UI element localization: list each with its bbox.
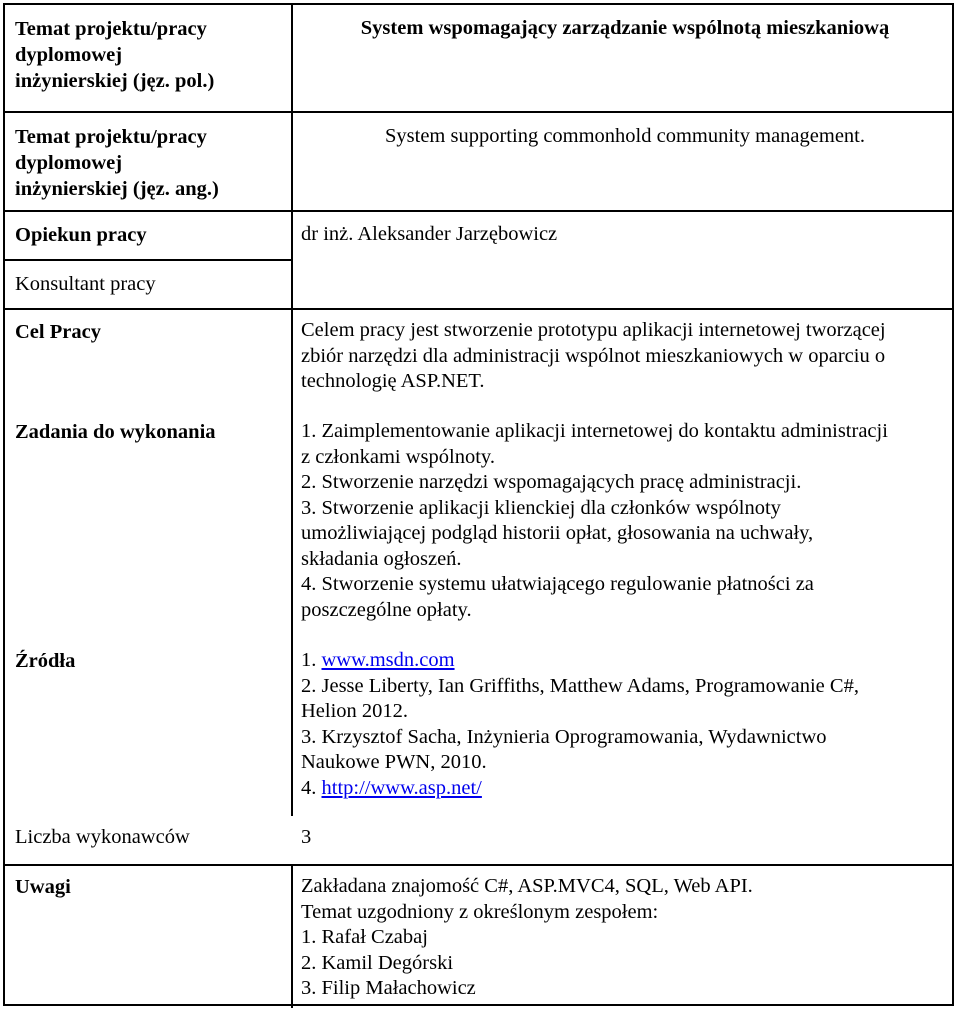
list-item: 1. Zaimplementowanie aplikacji internetowej do kontaktu administracji (301, 420, 888, 442)
list-item: poszczególne opłaty. (301, 598, 472, 621)
row-divider (5, 864, 952, 866)
supervisor-value: dr inż. Aleksander Jarzębowicz (301, 223, 558, 245)
list-item: składania ogłoszeń. (301, 547, 462, 570)
goal-label: Cel Pracy (15, 321, 101, 343)
list-item: 2. Kamil Degórski (301, 951, 454, 974)
list-item: 3. Filip Małachowicz (301, 977, 476, 999)
list-item: 2. Stworzenie narzędzi wspomagających pracę administracji. (301, 471, 802, 493)
list-item: Naukowe PWN, 2010. (301, 751, 487, 773)
list-item: Helion 2012. (301, 700, 409, 722)
list-item: 4. http://www.asp.net/ (301, 776, 482, 799)
list-item: 4. Stworzenie systemu ułatwiającego regulowanie płatności za (301, 573, 814, 595)
topic-pl-value: System wspomagający zarządzanie wspólnotą mieszkaniową (360, 17, 890, 39)
topic-en-value: System supporting commonhold community management. (385, 125, 865, 147)
thesis-info-table (3, 3, 954, 1006)
tasks-label: Zadania do wykonania (15, 421, 216, 443)
notes-label: Uwagi (15, 876, 71, 898)
list-item: 3. Stworzenie aplikacji klienckiej dla członków wspólnoty (301, 496, 781, 519)
asp-net-link[interactable]: http://www.asp.net/ (321, 776, 482, 799)
supervisor-label: Opiekun pracy (15, 224, 147, 246)
contractors-value: 3 (301, 826, 312, 848)
msdn-link[interactable]: www.msdn.com (321, 649, 455, 671)
row-divider (5, 210, 952, 212)
notes-value: Zakładana znajomość C#, ASP.MVC4, SQL, Web API. Temat uzgodniony z określonym zespołem: 1. Rafał Czabaj 2. Kamil Degórski 3. Filip Małachowicz (301, 874, 949, 1002)
column-divider-bottom (291, 864, 293, 1008)
tasks-value (301, 419, 949, 623)
column-divider-middle (291, 308, 293, 816)
row-divider (5, 111, 952, 113)
contractors-label: Liczba wykonawców (15, 826, 190, 848)
list-item: 1. Rafał Czabaj (301, 926, 428, 948)
list-item: umożliwiającej podgląd historii opłat, głosowania na uchwały, (301, 522, 814, 544)
topic-pl-label: Temat projektu/pracy dyplomowej inżynierskiej (jęz. pol.) (15, 18, 215, 92)
topic-en-label: Temat projektu/pracy dyplomowej inżynierskiej (jęz. ang.) (15, 126, 219, 200)
list-item: 1. www.msdn.com (301, 649, 455, 671)
row-divider (5, 308, 952, 310)
list-item: 3. Krzysztof Sacha, Inżynieria Oprogramowania, Wydawnictwo (301, 725, 827, 748)
column-divider-top (291, 5, 293, 308)
goal-value: Celem pracy jest stworzenie prototypu aplikacji internetowej tworzącej zbiór narzędzi dla administracji wspólnot mieszkaniowych w oparciu o technologię ASP.NET. (301, 319, 886, 392)
list-item: z członkami wspólnoty. (301, 445, 495, 468)
row-divider (5, 259, 291, 261)
sources-label: Źródła (15, 650, 76, 672)
sources-value (301, 648, 949, 801)
list-item: 2. Jesse Liberty, Ian Griffiths, Matthew Adams, Programowanie C#, (301, 674, 859, 697)
consultant-label: Konsultant pracy (15, 273, 156, 295)
